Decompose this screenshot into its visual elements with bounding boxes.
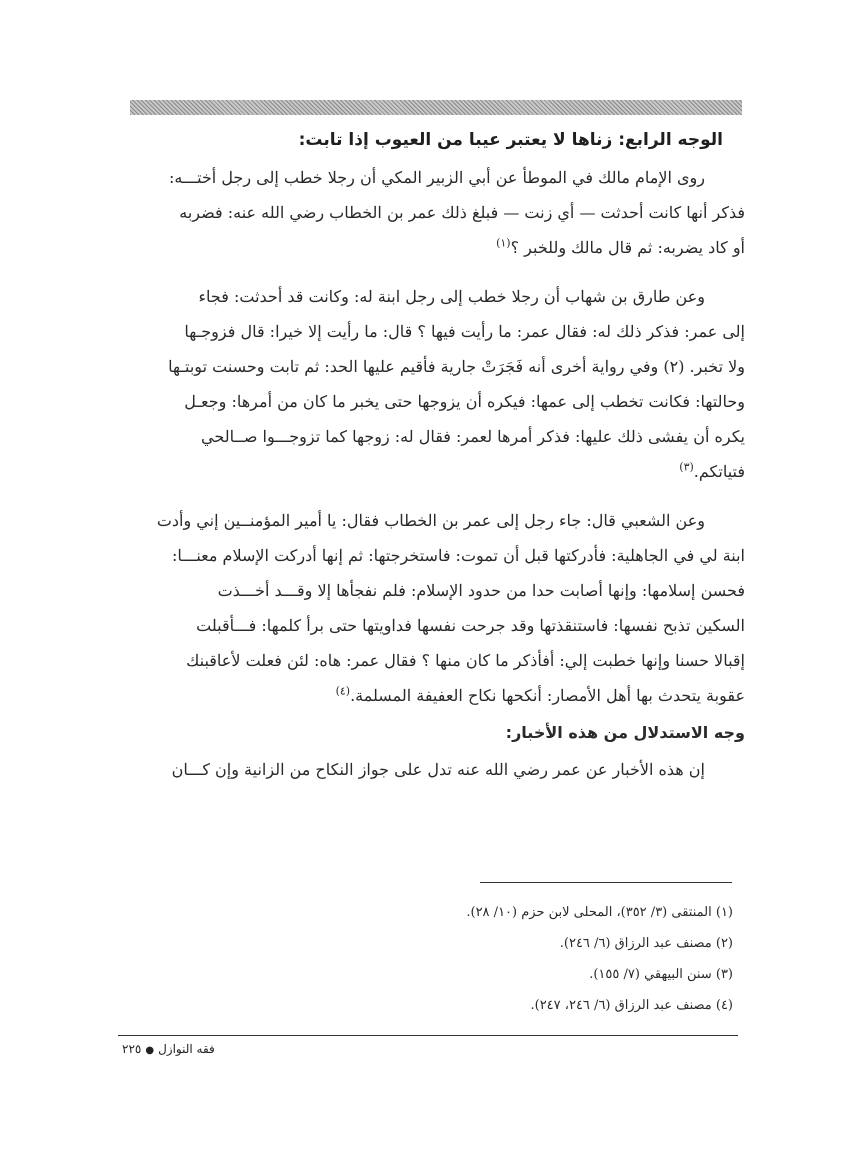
text-line: فذكر أنها كانت أحدثت — أي زنت — فبلغ ذلك عمر بن الخطاب رضي الله عنه: فضربه xyxy=(179,203,745,222)
page-number: ٢٢٥ xyxy=(122,1042,142,1056)
text-line-content: فتياتكم. xyxy=(693,462,745,481)
text-line xyxy=(115,454,745,489)
text-line: فحسن إسلامها: وإنها أصابت حدا من حدود الإسلام: فلم نفجأها إلا وقـــد أخـــذت xyxy=(217,581,745,600)
page-footer xyxy=(122,1042,215,1056)
footnote-divider xyxy=(480,882,732,883)
paragraph-tariq xyxy=(115,279,745,489)
paragraph-conclusion xyxy=(115,752,745,787)
text-line: روى الإمام مالك في الموطأ عن أبي الزبير المكي أن رجلا خطب إلى رجل أختـــه: xyxy=(169,168,705,187)
text-line xyxy=(115,230,745,265)
header-decorative-bar xyxy=(130,100,742,115)
footnotes xyxy=(420,897,733,1021)
footnote-ref: (١) xyxy=(496,236,511,250)
page-body xyxy=(115,120,745,787)
book-title: فقه النوازل xyxy=(158,1042,215,1056)
text-line: وحالتها: فكانت تخطب إلى عمها: فيكره أن يزوجها حتى يخبر ما كان من أمرها: وجعـل xyxy=(184,392,745,411)
footnote-4: (٤) مصنف عبد الرزاق (٦/ ٢٤٦، ٢٤٧). xyxy=(530,998,733,1013)
text-line: وعن الشعبي قال: جاء رجل إلى عمر بن الخطاب فقال: يا أمير المؤمنــين إني وأدت xyxy=(156,511,705,530)
paragraph-shabi xyxy=(115,503,745,713)
text-line: إن هذه الأخبار عن عمر رضي الله عنه تدل على جواز النكاح من الزانية وإن كـــان xyxy=(171,760,705,779)
text-line-content: أو كاد يضربه: ثم قال مالك وللخبر ؟ xyxy=(510,238,745,257)
footnote-2: (٢) مصنف عبد الرزاق (٦/ ٢٤٦). xyxy=(559,936,733,951)
bullet-icon: ● xyxy=(145,1045,155,1056)
text-line-content: عقوبة يتحدث بها أهل الأمصار: أنكحها نكاح العفيفة المسلمة. xyxy=(350,686,745,705)
text-line: ولا تخبر. (٢) وفي رواية أخرى أنه فَجَرَتْ جارية فأقيم عليها الحد: ثم تابت وحسنت توبتـها xyxy=(168,357,745,376)
text-line: يكره أن يفشى ذلك عليها: فذكر أمرها لعمر: فقال له: زوجها كما تزوجـــوا صــالحي xyxy=(201,427,745,446)
sub-heading: وجه الاستدلال من هذه الأخبار: xyxy=(505,723,745,742)
footnote-ref: (٣) xyxy=(679,460,694,474)
footnote-1: (١) المنتقى (٣/ ٣٥٢)، المحلى لابن حزم (١٠/ ٢٨). xyxy=(466,905,733,920)
text-line: السكين تذبح نفسها: فاستنقذتها وقد جرحت نفسها فداويتها حتى برأ كلمها: فـــأقبلت xyxy=(196,616,745,635)
paragraph-malik xyxy=(115,160,745,265)
footnote-ref: (٤) xyxy=(335,684,351,698)
text-line: إلى عمر: فذكر ذلك له: فقال عمر: ما رأيت فيها ؟ قال: ما رأيت إلا خيرا: قال فزوجـها xyxy=(184,322,745,341)
text-line: ابنة لي في الجاهلية: فأدركتها قبل أن تموت: فاستخرجتها: ثم إنها أدركت الإسلام معنـــا: xyxy=(172,546,745,565)
text-line: إقبالا حسنا وإنها خطبت إلي: أفأذكر ما كان منها ؟ فقال عمر: هاه: لئن فعلت لأعاقبنك xyxy=(186,651,745,670)
section-heading: الوجه الرابع: زناها لا يعتبر عيبا من العيوب إذا تابت: xyxy=(298,130,723,150)
text-line xyxy=(115,678,745,713)
text-line: وعن طارق بن شهاب أن رجلا خطب إلى رجل ابنة له: وكانت قد أحدثت: فجاء xyxy=(198,287,705,306)
footnote-3: (٣) سنن البيهقي (٧/ ١٥٥). xyxy=(589,967,733,982)
footer-divider xyxy=(118,1035,738,1036)
